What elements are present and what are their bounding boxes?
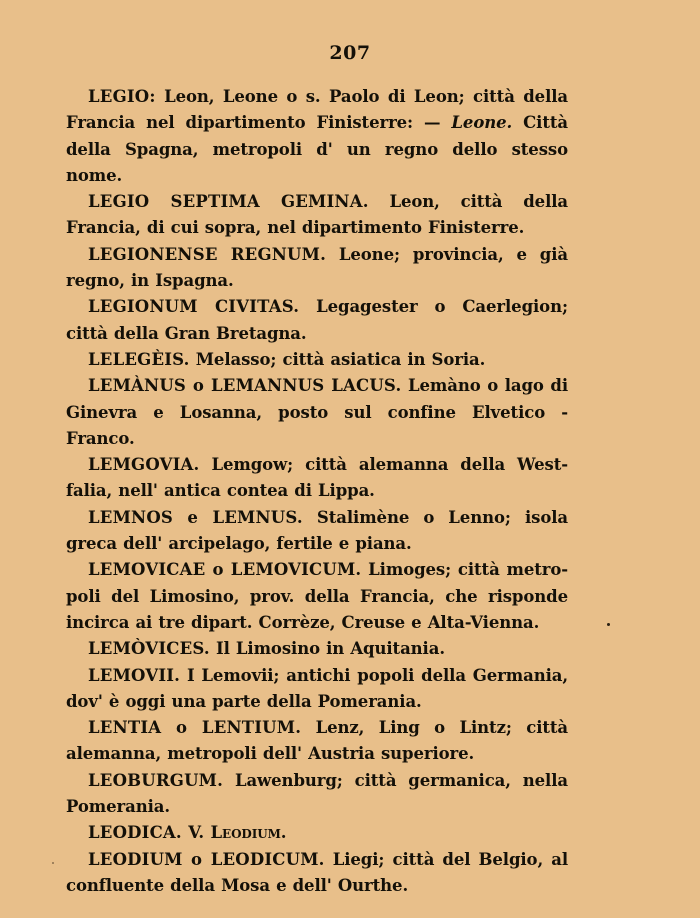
entry-text: Melasso; città asiatica in Soria. [189,349,486,369]
entry-lemma: LEGIONENSE REGNUM. [88,244,327,264]
entry-cross-reference: Leodium. [210,823,287,843]
entry-lemma: LEGIO: [88,87,156,106]
entry-text: Lenz, Ling o Lintz; città alemanna, metropoli dell' Austria superiore. [66,718,568,764]
entry-lemma: LEMOVII. [88,665,181,685]
entry [66,373,568,452]
entry-text: Leon, città della Francia, di cui sopra, nel dipartimento Finisterre. [66,192,568,238]
entry-text: Leon, Leone o s. Paolo di Leon; città della Francia nel dipartimento Finisterre: — [66,87,568,133]
entry-text: Legagester o Caerlegion; città della Gran Bretagna. [66,297,568,343]
entry-lemma: LENTIA o LENTIUM. [88,718,302,738]
entry-lemma: LEGIO SEPTIMA GEMINA. [88,192,369,212]
entry-text-tail: Città della Spagna, metropoli d' un regno dello stesso nome. [66,113,568,185]
entry [66,505,568,558]
entry-lemma: LEMNOS e LEMNUS. [88,507,303,527]
entry [66,557,568,636]
entry [66,347,568,373]
entry-lemma: LEMÒVICES. [88,639,210,659]
entry-lemma: LEGIONUM CIVITAS. [88,297,300,317]
entry-italic: Leone. [451,113,513,133]
entry-lemma: LEODIUM o LEODICUM. [88,849,325,869]
entry [66,84,568,189]
entry-lemma: LELEGÈIS. [88,349,190,369]
page-number: 207 [329,42,371,64]
entry-text: I Lemovii; antichi popoli della Germania, dov' è oggi una parte della Pomerania. [66,665,568,711]
entry-text: Liegi; città del Belgio, al confluente della Mosa e dell' Ourthe. [66,849,568,895]
entry-lemma: LEOBURGUM. [88,770,224,790]
entry-text: Leone; provincia, e già regno, in Ispagna. [66,244,568,291]
entry [66,820,568,846]
ink-speck [607,623,610,626]
entry-text: Lemàno o lago di Ginevra e Losanna, posto sul confine Elvetico - Franco. [66,376,568,448]
entry-lemma: LEMOVICAE o LEMOVICUM. [88,560,362,580]
entry-lemma: LEMGOVIA. [88,455,200,475]
entry [66,189,568,242]
entry-text: Lemgow; città alemanna della West-falia, nell' antica contea di Lippa. [66,455,568,501]
entry [66,768,568,821]
entry [66,847,568,900]
entry [66,452,568,505]
entry-text: Il Limosino in Aquitania. [209,639,445,659]
entry-lemma: LEODICA. V. [88,823,205,843]
entry-text: Stalimène o Lenno; isola greca dell' arcipelago, fertile e piana. [66,507,568,554]
entry-text: Lawenburg; città germanica, nella Pomerania. [66,770,568,817]
ink-speck [52,862,54,864]
entry [66,636,568,662]
entry-text: Limoges; città metro-poli del Limosino, prov. della Francia, che risponde incirca ai tre dipart. Corrèze, Creuse e Alta-Vienna. [66,560,569,632]
entry-lemma: LEMÀNUS o LEMANNUS LACUS. [88,376,402,396]
dictionary-entries [66,84,568,899]
entry [66,715,568,768]
entry [66,294,568,347]
entry [66,242,568,295]
entry [66,663,568,716]
